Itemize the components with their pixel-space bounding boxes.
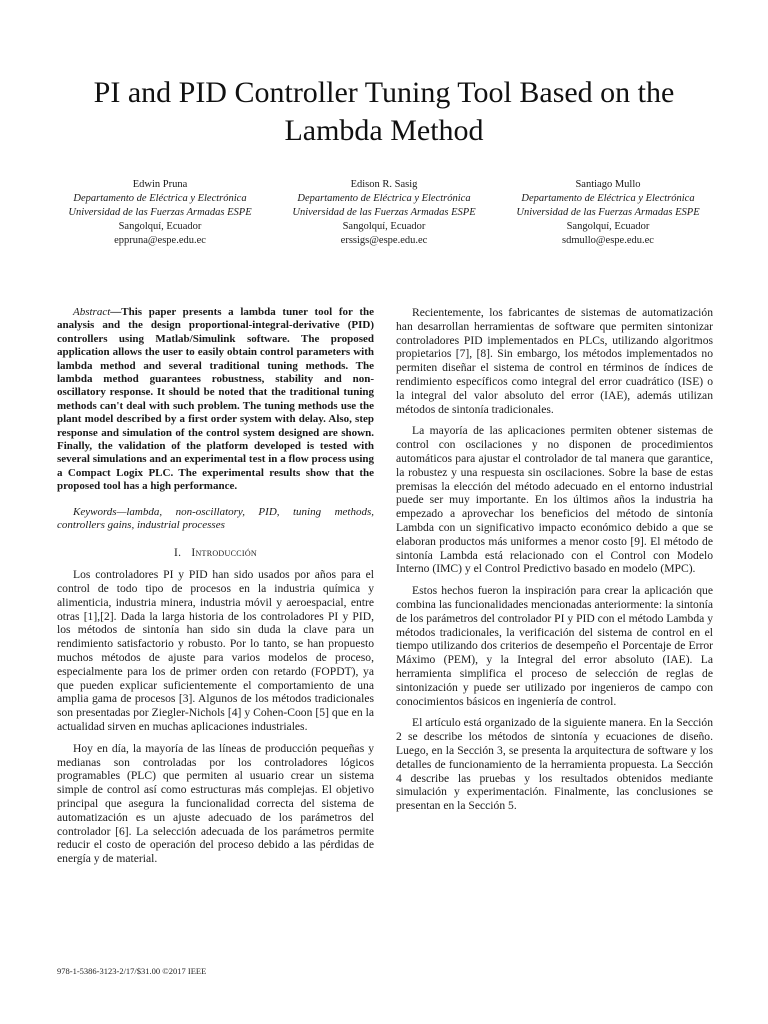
abstract-text: This paper presents a lambda tuner tool for the analysis and the design proportional-integral-derivative (PID) controllers using Matlab/Simulink software. The proposed application allows the user to easily obtain control parameters with lambda method and several traditional tuning methods. The lambda method guarantees robustness, stability and non-oscillatory response. It should be noted that the traditional tuning methods can't deal with such problem. The tuning methods use the plant model described by a first order system with delay. Also, step response and simulation of the control system designed are shown. Finally, the validation of the platform developed is tested with several simulations and an experimental test in a flow process using a Compact Logix PLC. The experimental results show that the proposed tool has a high performance. xyxy=(57,306,374,493)
author-2 xyxy=(272,178,496,248)
abstract-label: Abstract xyxy=(73,306,111,318)
section-number: I. xyxy=(174,546,182,559)
author-location: Sangolquí, Ecuador xyxy=(342,221,426,232)
abstract-separator: — xyxy=(110,306,122,318)
keywords-text: lambda, non-oscillatory, PID, tuning methods, controllers gains, industrial processes xyxy=(57,505,374,532)
paragraph: La mayoría de las aplicaciones permiten obtener sistemas de control con oscilaciones y no disponen de procedimientos automáticos para ajustar el controlador de tal manera que garantice, la robustez y una respuesta sin oscilaciones. Sobre la base de estas premisas la elección del método adecuado en el entorno industrial puede ser muy importante. En los últimos años la industria ha empezado a aprovechar los beneficios del método de sintonía Lambda con un significativo impacto económico debido a que se elaboran productos más uniformes a menor costo [9]. El método de sintonía Lambda está relacionado con el Control con Modelo Interno (IMC) y el Control Predictivo basado en modelo (MPC). xyxy=(396,424,713,576)
author-block xyxy=(48,178,720,248)
author-1 xyxy=(48,178,272,248)
copyright-footer: 978-1-5386-3123-2/17/$31.00 ©2017 IEEE xyxy=(57,966,207,976)
author-department: Departamento de Eléctrica y Electrónica xyxy=(521,193,695,204)
author-email: erssigs@espe.edu.ec xyxy=(340,235,428,246)
author-email: sdmullo@espe.edu.ec xyxy=(562,235,654,246)
section-heading-introduction xyxy=(57,547,374,561)
author-department: Departamento de Eléctrica y Electrónica xyxy=(297,193,471,204)
left-column xyxy=(57,306,374,874)
author-location: Sangolquí, Ecuador xyxy=(118,221,202,232)
keywords-label: Keywords xyxy=(73,505,117,518)
author-location: Sangolquí, Ecuador xyxy=(566,221,650,232)
keywords xyxy=(57,506,374,533)
section-title: Introducción xyxy=(191,546,257,559)
author-university: Universidad de las Fuerzas Armadas ESPE xyxy=(68,207,252,218)
paragraph: El artículo está organizado de la siguiente manera. En la Sección 2 se describe los métodos de sintonía y ecuaciones de diseño. Luego, en la Sección 3, se presenta la arquitectura de software y los detalles de funcionamiento de la herramienta propuesta. La Sección 4 describe las pruebas y los resultados obtenidos mediante simulación y experimentación. Finalmente, las conclusiones se presentan en la Sección 5. xyxy=(396,716,713,813)
paper-title: PI and PID Controller Tuning Tool Based on the Lambda Method xyxy=(93,76,675,147)
right-column xyxy=(396,306,713,821)
author-name: Edwin Pruna xyxy=(132,179,188,190)
author-university: Universidad de las Fuerzas Armadas ESPE xyxy=(516,207,700,218)
keywords-separator: — xyxy=(116,505,127,518)
author-3 xyxy=(496,178,720,248)
author-department: Departamento de Eléctrica y Electrónica xyxy=(73,193,247,204)
author-name: Santiago Mullo xyxy=(575,179,641,190)
paragraph: Hoy en día, la mayoría de las líneas de producción pequeñas y medianas son controladas por los controladores lógicos programables (PLC) que permiten al usuario crear un sistema simple de control así como estructuras más complejas. El objetivo principal que asegura la funcionalidad correcta del sistema de automatización es un ajuste adecuado de los parámetros del controlador [6]. La selección adecuada de los parámetros permite reducir el costo de operación del proceso debido a las pérdidas de energía y de material. xyxy=(57,741,374,866)
paragraph: Estos hechos fueron la inspiración para crear la aplicación que combina las funcionalidades mencionadas anteriormente: la sintonía de los parámetros del controlador PI y PID con el método Lambda y métodos tradicionales, la verificación del sistema de control en el tiempo utilizando dos criterios de desempeño el Porcentaje de Error Máximo (PEM), y la Integral del error absoluto (IAE). La herramienta simplifica el proceso de selección de reglas de sintonización y puede ser utilizado por ingenieros de campo con conocimientos básicos en ingeniería de control. xyxy=(396,584,713,708)
author-name: Edison R. Sasig xyxy=(350,179,418,190)
author-email: eppruna@espe.edu.ec xyxy=(114,235,206,246)
abstract xyxy=(57,306,374,494)
paragraph: Recientemente, los fabricantes de sistemas de automatización han desarrollan herramientas de software que permiten sintonizar controladores PID implementados en PLCs, utilizando algoritmos propietarios [7], [8]. Sin embargo, los métodos implementados no permiten diseñar el sistema de control en términos de índices de rendimiento específicos como integral del error cuadrático (ISE) o la integral del valor absoluto del error (IAE), además utilizan métodos de sintonía tradicionales. xyxy=(396,306,713,416)
paragraph: Los controladores PI y PID han sido usados por años para el control de todo tipo de procesos en la industria química y alimenticia, industria minera, industria móvil y aeroespacial, entre otras [1],[2]. Dada la larga historia de los controladores PI y PID, los métodos de sintonía han sido sin duda la clave para un rendimiento satisfactorio y robusto. Por lo tanto, se han propuesto muchos métodos de ajuste para varios modelos de proceso, especialmente para los de primer orden con retardo (FOPDT), ya que pueden explicar suficientemente el comportamiento de una amplia gama de procesos [3]. Algunos de los métodos tradicionales son presentadas por Ziegler-Nichols [4] y Cohen-Coon [5] que en la actualidad sirven en muchas aplicaciones industriales. xyxy=(57,568,374,734)
author-university: Universidad de las Fuerzas Armadas ESPE xyxy=(292,207,476,218)
